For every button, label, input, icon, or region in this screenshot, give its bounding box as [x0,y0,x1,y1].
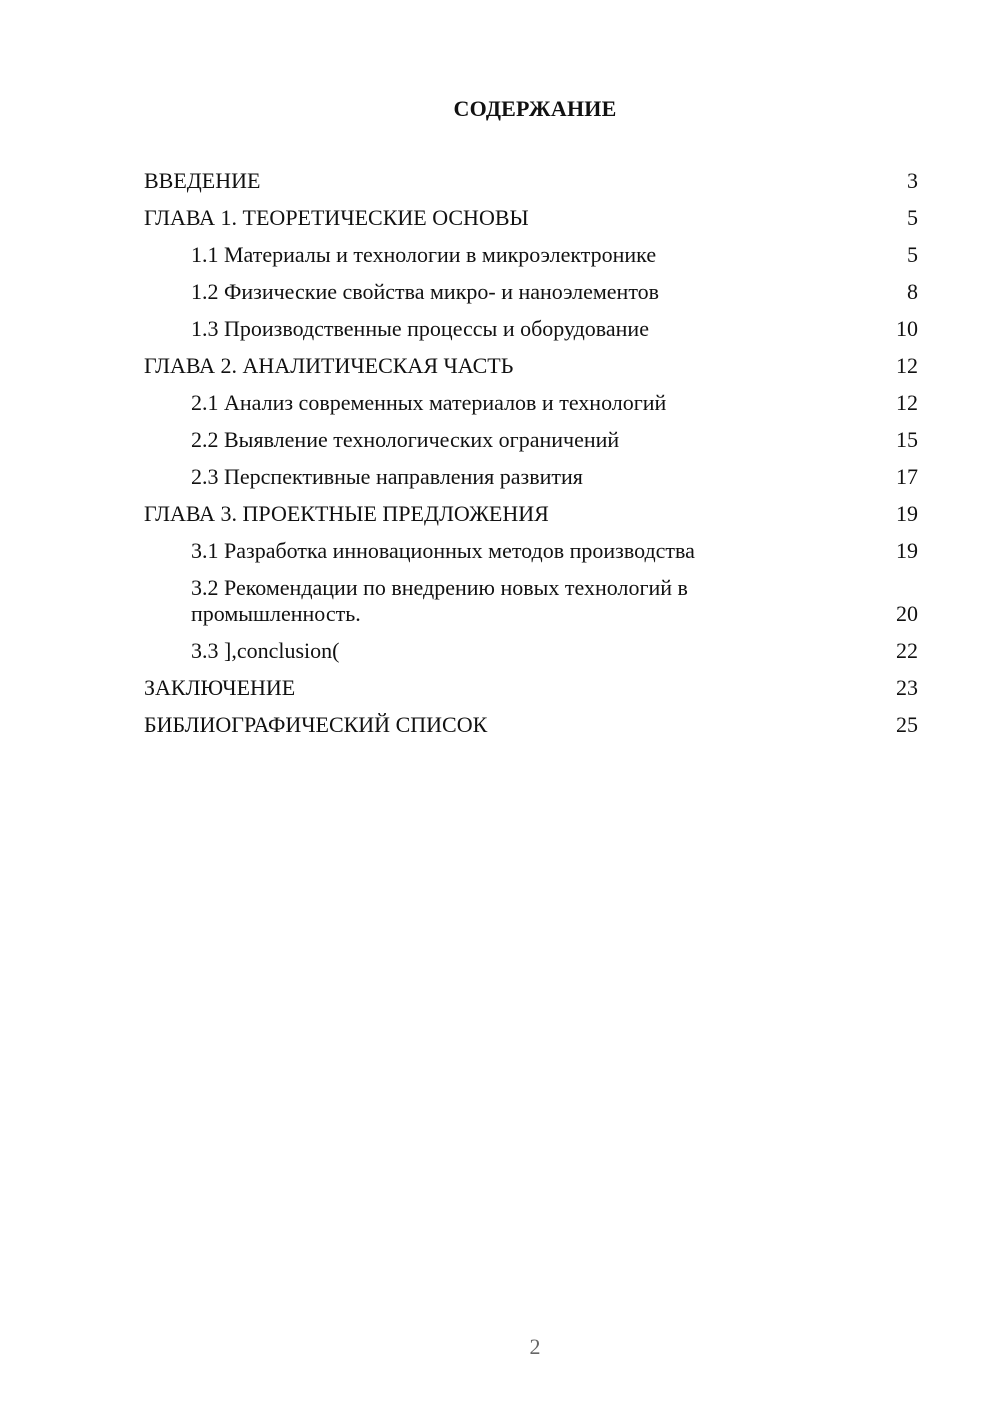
toc-entry-text: ЗАКЛЮЧЕНИЕ [144,675,296,700]
toc-entry[interactable] [144,675,918,701]
toc-entry[interactable] [144,242,918,268]
toc-entry-page: 22 [896,638,918,663]
toc-entry[interactable] [144,638,918,664]
page-title: СОДЕРЖАНИЕ [453,96,617,121]
toc-entry-text: 1.2 Физические свойства микро- и наноэлементов [191,279,660,304]
toc-entry-page: 19 [896,538,918,563]
toc-entry-page: 3 [907,168,918,193]
toc-entry[interactable] [144,575,918,627]
page-number: 2 [529,1334,541,1359]
toc-entry[interactable] [144,464,918,490]
toc-entry-page: 12 [896,390,918,415]
toc-entry-text: 2.3 Перспективные направления развития [191,464,583,489]
toc-entry[interactable] [144,168,918,194]
toc-entry-text: 1.3 Производственные процессы и оборудование [191,316,649,341]
toc-entry-page: 10 [896,316,918,341]
toc-entry[interactable] [144,427,918,453]
toc-entry-page: 17 [896,464,918,489]
toc-entry-page: 19 [896,501,918,526]
toc-entry-text: 1.1 Материалы и технологии в микроэлектронике [191,242,657,267]
toc-entry-page: 23 [896,675,918,700]
toc-entry-page: 5 [907,242,918,267]
toc-entry-page: 8 [907,279,918,304]
toc-entry-text: 3.1 Разработка инновационных методов производства [191,538,695,563]
toc-entry-page: 25 [896,712,918,737]
toc-entry-text: ГЛАВА 2. АНАЛИТИЧЕСКАЯ ЧАСТЬ [144,353,514,378]
toc-entry-text: ВВЕДЕНИЕ [144,168,261,193]
toc-entry[interactable] [144,205,918,231]
toc-entry[interactable] [144,316,918,342]
toc-entry-text: 3.2 Рекомендации по внедрению новых технологий в промышленность. [191,575,688,626]
toc-entry[interactable] [144,712,918,738]
toc-entry[interactable] [144,279,918,305]
toc-entry-page: 5 [907,205,918,230]
toc-entry-text: 2.2 Выявление технологических ограничений [191,427,620,452]
toc-entry-page: 12 [896,353,918,378]
toc-entry-page: 20 [896,601,918,626]
toc-entry[interactable] [144,353,918,379]
toc-entry-text: 2.1 Анализ современных материалов и технологий [191,390,667,415]
toc-entry[interactable] [144,501,918,527]
toc-entry-text: ГЛАВА 1. ТЕОРЕТИЧЕСКИЕ ОСНОВЫ [144,205,529,230]
toc-entry[interactable] [144,390,918,416]
toc-entry-text: ГЛАВА 3. ПРОЕКТНЫЕ ПРЕДЛОЖЕНИЯ [144,501,549,526]
toc-entry-text: БИБЛИОГРАФИЧЕСКИЙ СПИСОК [144,712,488,737]
table-of-contents [144,168,918,749]
toc-entry-text: 3.3 ],conclusion( [191,638,340,663]
toc-entry-page: 15 [896,427,918,452]
toc-entry[interactable] [144,538,918,564]
